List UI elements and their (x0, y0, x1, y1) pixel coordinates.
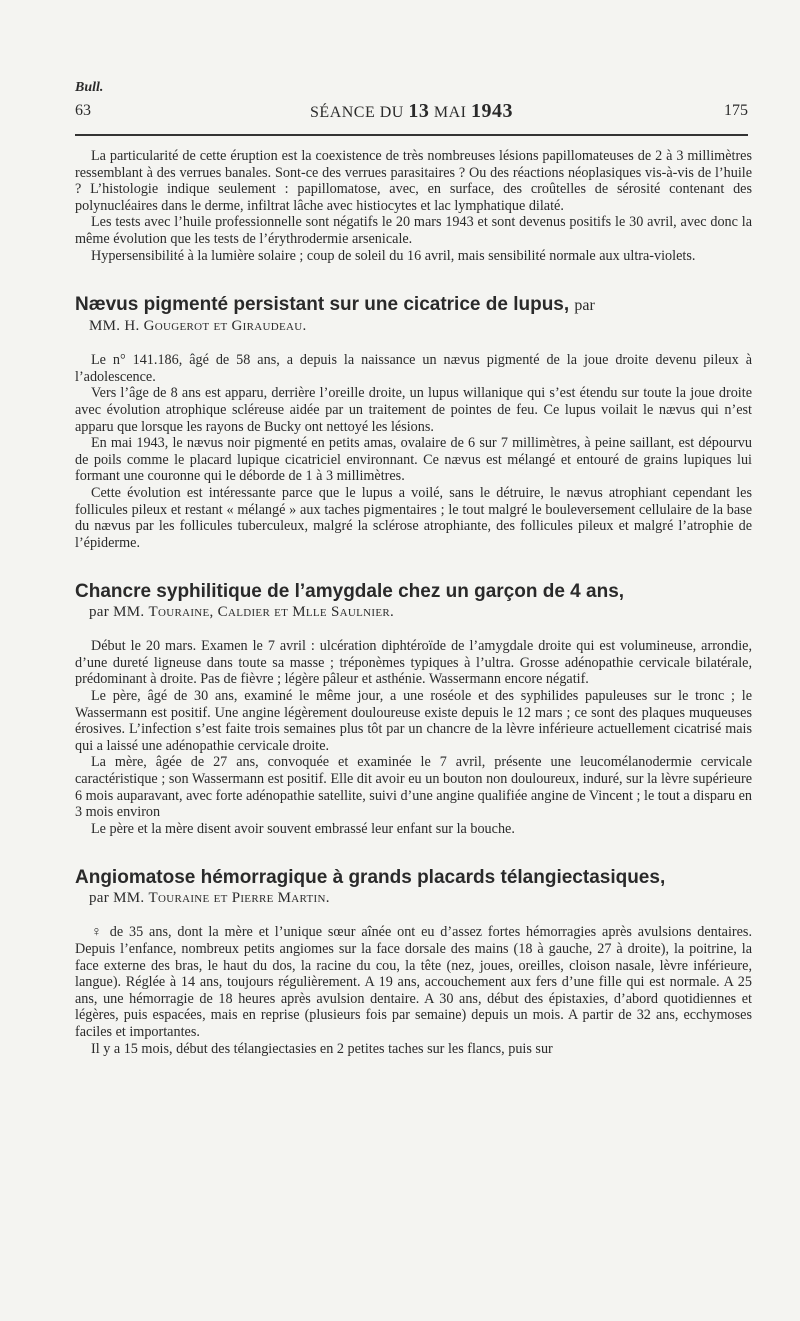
session-day: 13 (408, 100, 430, 122)
paragraph: Hypersensibilité à la lumière solaire ; coup de soleil du 16 avril, mais sensibilité normale aux ultra-violets. (91, 247, 696, 264)
section-naevus (75, 294, 752, 551)
authors-prefix: par MM. (89, 604, 145, 621)
authors-names: Touraine, Caldier et Mlle Saulnier. (148, 604, 395, 621)
journal-mark: Bull. (75, 80, 104, 95)
paragraph: ♀ de 35 ans, dont la mère et l’unique sœur aînée ont eu d’assez fortes hémorragies après avulsions dentaires. Depuis l’enfance, nombreux petits angiomes sur la face dorsale des mains (18 à gauche, 27 à droite), la poitrine, la face externe des bras, le haut du dos, la racine du cou, la tête (nez, joues, oreilles, cloison nasale, lèvre inférieure, langue). Réglée à 14 ans, toujours régulièrement. A 19 ans, accouchement aux fers d’une fille qui est normale. A 25 ans, une hémorragie de 18 heures après avulsion dentaire. A 30 ans, début des épistaxies, d’abord quotidiennes et légères, puis espacées, mais en reprise (plusieurs fois par semaine) depuis un mois. A partir de 32 ans, ecchymoses faciles et importantes. (75, 924, 752, 1040)
body-text (75, 148, 752, 1057)
paragraph: Le père et la mère disent avoir souvent embrassé leur enfant sur la bouche. (91, 820, 515, 837)
section-title (75, 581, 752, 603)
section-title (75, 294, 752, 317)
section-title-text: Nævus pigmenté persistant sur une cicatrice de lupus, (75, 294, 570, 316)
authors-prefix: par MM. (89, 890, 145, 907)
intro-section (75, 148, 752, 264)
authors-names: Gougerot et Giraudeau. (143, 318, 307, 335)
paragraph: Les tests avec l’huile professionnelle sont négatifs le 20 mars 1943 et sont devenus positifs le 30 avril, avec donc la même évolution que les tests de l’érythrodermie arsenicale. (75, 214, 752, 247)
authors-names: Touraine et Pierre Martin. (148, 890, 330, 907)
session-month: MAI (433, 104, 467, 121)
paragraph: En mai 1943, le nævus noir pigmenté en petits amas, ovalaire de 6 sur 7 millimètres, à peine saillant, est dépourvu de poils comme le placard lupique cicatriciel environnant. Ce nævus est mélangé et entouré de grains lupiques lui formant une couronne qui le déborde de 1 à 3 millimètres. (75, 435, 752, 485)
page-number: 175 (724, 102, 748, 119)
paragraph: Cette évolution est intéressante parce que le lupus a voilé, sans le détruire, le nævus atrophiant cependant les follicules pileux et restant « mélangé » aux taches pigmentaires ; le tout malgré le bouleversement cellulaire de la base du nævus par les follicules tuberculeux, malgré la sclérose atrophiante, des follicules pileux et malgré l’atrophie de l’épiderme. (75, 484, 752, 551)
section-title-text: Chancre syphilitique de l’amygdale chez un garçon de 4 ans, (75, 581, 625, 603)
paragraph: La particularité de cette éruption est la coexistence de très nombreuses lésions papillomateuses de 2 à 3 millimètres ressemblant à des verrues banales. Sont-ce des verrues parasitaires ? Ou des réactions néoplasiques vis-à-vis de l’huile ? L’histologie indique seulement : papillomatose, avec, en surface, des croûtelles de sérosité contenant des polynucléaires dans le derme, infiltrat lâche avec histiocytes et lac lymphatique dilaté. (75, 148, 752, 214)
paragraph: Le n° 141.186, âgé de 58 ans, a depuis la naissance un nævus pigmenté de la joue droite devenu pileux à l’adolescence. (75, 352, 752, 385)
section-authors (89, 603, 752, 622)
running-head (75, 100, 748, 124)
section-title (75, 867, 752, 889)
paragraph: Le père, âgé de 30 ans, examiné le même jour, a une roséole et des syphilides papuleuses sur le tronc ; le Wassermann est positif. Une angine légèrement douloureuse existe depuis le 12 mars ; ce sont des plaques muqueuses érosives. L’infection s’est faite trois semaines plus tôt par un chancre de la lèvre inférieure actuellement cicatrisé mais qui a laissé une adénopathie cervicale droite. (75, 688, 752, 754)
section-title-par: par (574, 297, 595, 315)
section-authors (89, 889, 752, 908)
section-chancre (75, 581, 752, 837)
paragraph: La mère, âgée de 27 ans, convoquée et examinée le 7 avril, présente une leucomélanodermie cervicale caractéristique ; son Wassermann est positif. Elle dit avoir eu un bouton non douloureux, induré, sur la lèvre supérieure 6 mois auparavant, avec forte adénopathie satellite, suivi d’une angine qualifiée angine de Vincent ; le tout a disparu en 3 mois environ (75, 754, 752, 821)
session-title (75, 100, 748, 123)
paragraph: Vers l’âge de 8 ans est apparu, derrière l’oreille droite, un lupus willanique qui s’est étendu sur toute la joue droite avec évolution atrophique scléreuse aidée par un traitement de pointes de feu. Ce lupus voilait le nævus qui n’est apparu que lorsque les rayons de Bucky ont nettoyé les lésions. (75, 385, 752, 435)
session-prefix: SÉANCE DU (310, 104, 404, 121)
paragraph: Il y a 15 mois, début des télangiectasies en 2 petites taches sur les flancs, puis sur (91, 1040, 553, 1057)
section-angiomatose (75, 867, 752, 1057)
left-number: 63 (75, 102, 91, 119)
section-title-text: Angiomatose hémorragique à grands placards télangiectasiques, (75, 867, 666, 889)
session-year: 1943 (470, 100, 513, 122)
section-authors (89, 317, 752, 336)
header-rule (75, 134, 748, 136)
paragraph: Début le 20 mars. Examen le 7 avril : ulcération diphtéroïde de l’amygdale droite qui est volumineuse, arrondie, d’une dureté ligneuse dans toute sa masse ; tréponèmes typiques à l’ultra. Grosse adénopathie cervicale bilatérale, prédominant à droite. Pas de fièvre ; légère pâleur et asthénie. Wassermann encore négatif. (75, 638, 752, 688)
authors-prefix: MM. H. (89, 318, 140, 335)
